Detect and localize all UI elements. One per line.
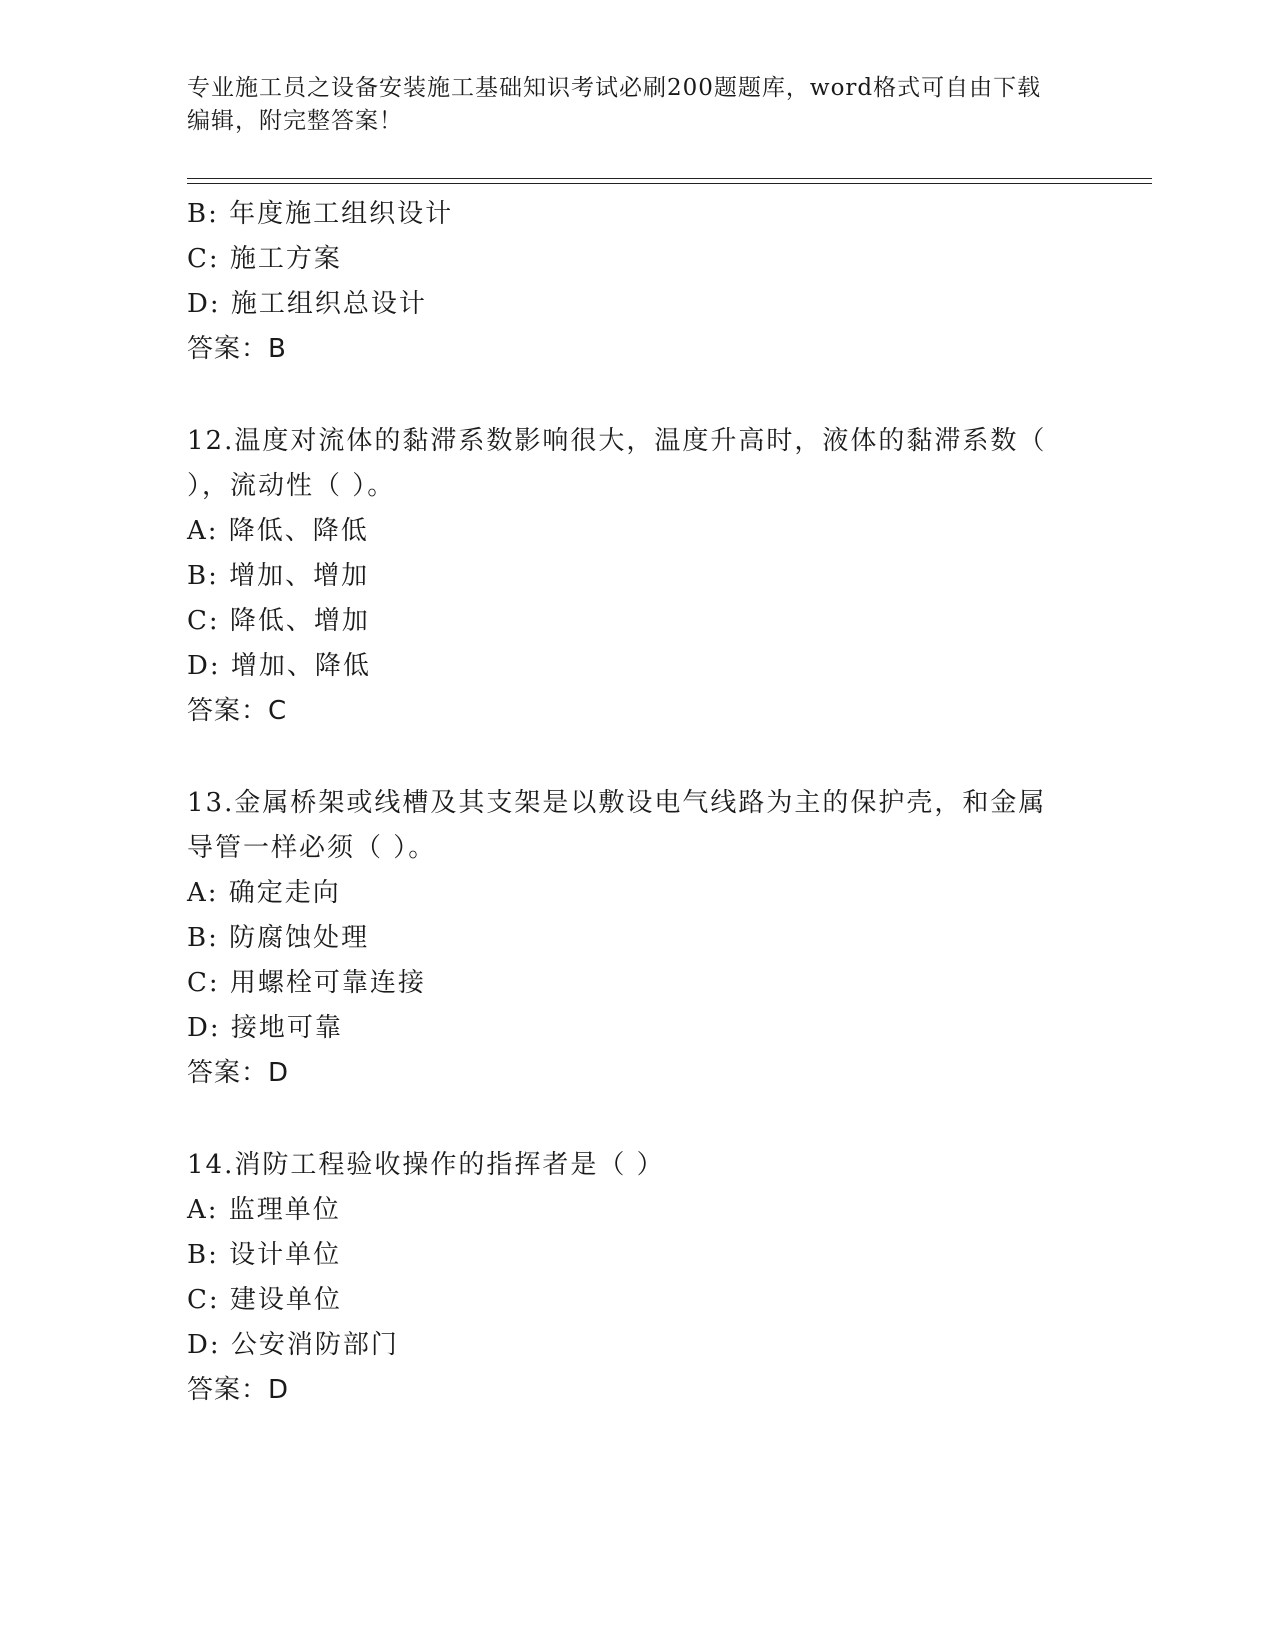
header-divider [187, 178, 1152, 184]
question-spacer [187, 372, 1087, 419]
option-d: D: 增加、降低 [187, 651, 371, 681]
option-b: B: 年度施工组织设计 [187, 199, 454, 229]
option-b: B: 设计单位 [187, 1240, 342, 1270]
option-b: B: 增加、增加 [187, 561, 370, 591]
answer-line: 答案：C [187, 696, 288, 726]
question-stem-line-2: ），流动性（ ）。 [187, 471, 396, 501]
question-12-block [187, 419, 1087, 734]
option-a: A: 确定走向 [187, 878, 341, 908]
header-title-line-2: 编辑，附完整答案！ [187, 108, 403, 134]
question-11-block [187, 192, 1087, 372]
question-spacer [187, 734, 1087, 781]
option-a: A: 降低、降低 [187, 516, 369, 546]
question-14-block [187, 1143, 1087, 1413]
option-c: C: 降低、增加 [187, 606, 370, 636]
question-list [187, 192, 1087, 1413]
option-d: D: 公安消防部门 [187, 1330, 399, 1360]
header-title-line-1: 专业施工员之设备安装施工基础知识考试必刷200题题库，word格式可自由下载 [187, 75, 1042, 101]
question-stem-line-1: 14.消防工程验收操作的指挥者是（ ） [187, 1150, 665, 1180]
option-a: A: 监理单位 [187, 1195, 341, 1225]
question-13-block [187, 781, 1087, 1096]
option-b: B: 防腐蚀处理 [187, 923, 370, 953]
option-d: D: 施工组织总设计 [187, 289, 427, 319]
answer-line: 答案：B [187, 334, 287, 364]
question-stem-line-1: 13.金属桥架或线槽及其支架是以敷设电气线路为主的保护壳，和金属 [187, 788, 1047, 818]
question-stem-line-1: 12.温度对流体的黏滞系数影响很大，温度升高时，液体的黏滞系数（ [187, 426, 1047, 456]
option-c: C: 用螺栓可靠连接 [187, 968, 426, 998]
question-stem-line-2: 导管一样必须（ ）。 [187, 833, 437, 863]
answer-line: 答案：D [187, 1058, 290, 1088]
option-c: C: 建设单位 [187, 1285, 342, 1315]
option-c: C: 施工方案 [187, 244, 342, 274]
answer-line: 答案：D [187, 1375, 290, 1405]
option-d: D: 接地可靠 [187, 1013, 343, 1043]
question-spacer [187, 1096, 1087, 1143]
document-header [187, 72, 1087, 138]
